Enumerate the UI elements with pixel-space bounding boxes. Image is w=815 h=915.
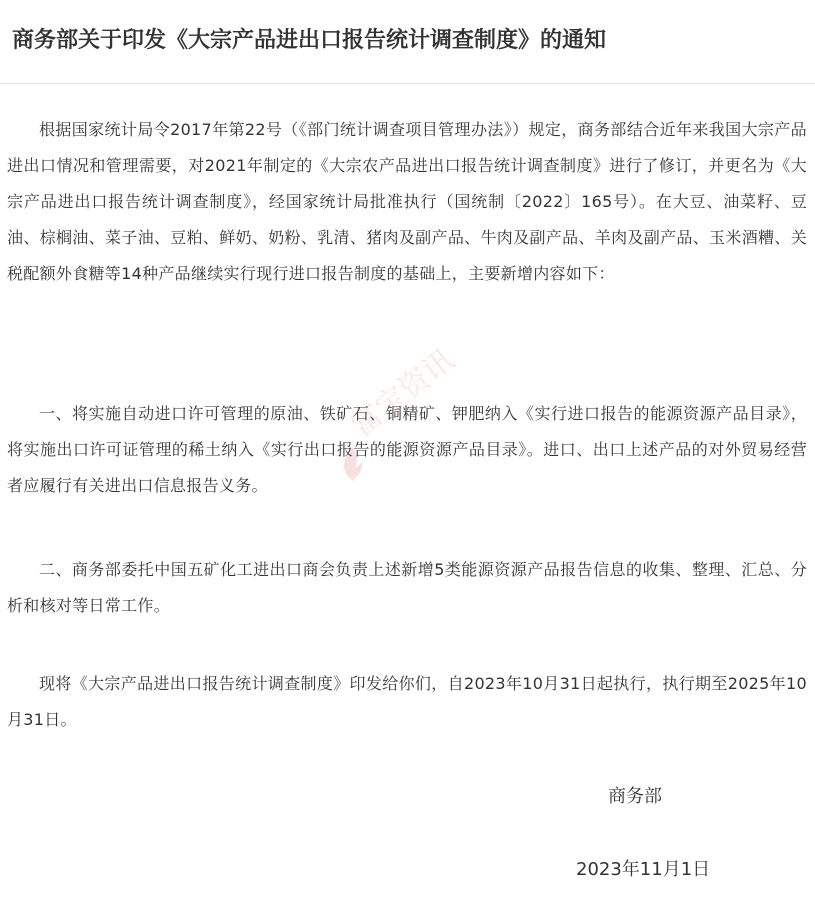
page-title: 商务部关于印发《大宗产品进出口报告统计调查制度》的通知 [12,28,607,53]
signature-date: 2023年11月1日 [576,859,711,880]
body-paragraph-4: 现将《大宗产品进出口报告统计调查制度》印发给你们，自2023年10月31日起执行，执行期至2025年10月31日。 [7,674,807,729]
signature-org: 商务部 [608,786,662,807]
body-paragraph-2: 一、将实施自动进口许可管理的原油、铁矿石、铜精矿、钾肥纳入《实行进口报告的能源资源产品目录》，将实施出口许可证管理的稀土纳入《实行出口报告的能源资源产品目录》。进口、出口上述产品的对外贸易经营者应履行有关进出口信息报告义务。 [7,404,807,495]
watermark-text: 富宝资讯 [344,342,462,444]
title-bar [0,0,815,84]
body-paragraph-3: 二、商务部委托中国五矿化工进出口商会负责上述新增5类能源资源产品报告信息的收集、整理、汇总、分析和核对等日常工作。 [7,560,807,615]
watermark-logo-icon [338,445,368,483]
body-paragraph-1: 根据国家统计局令2017年第22号（《部门统计调查项目管理办法》）规定，商务部结合近年来我国大宗产品进出口情况和管理需要，对2021年制定的《大宗农产品进出口报告统计调查制度》进行了修订，并更名为《大宗产品进出口报告统计调查制度》，经国家统计局批准执行（国统制〔2022〕165号）。在大豆、油菜籽、豆油、棕榈油、菜子油、豆粕、鲜奶、奶粉、乳清、猪肉及副产品、牛肉及副产品、羊肉及副产品、玉米酒糟、关税配额外食糖等14种产品继续实行现行进口报告制度的基础上，主要新增内容如下： [7,120,807,283]
